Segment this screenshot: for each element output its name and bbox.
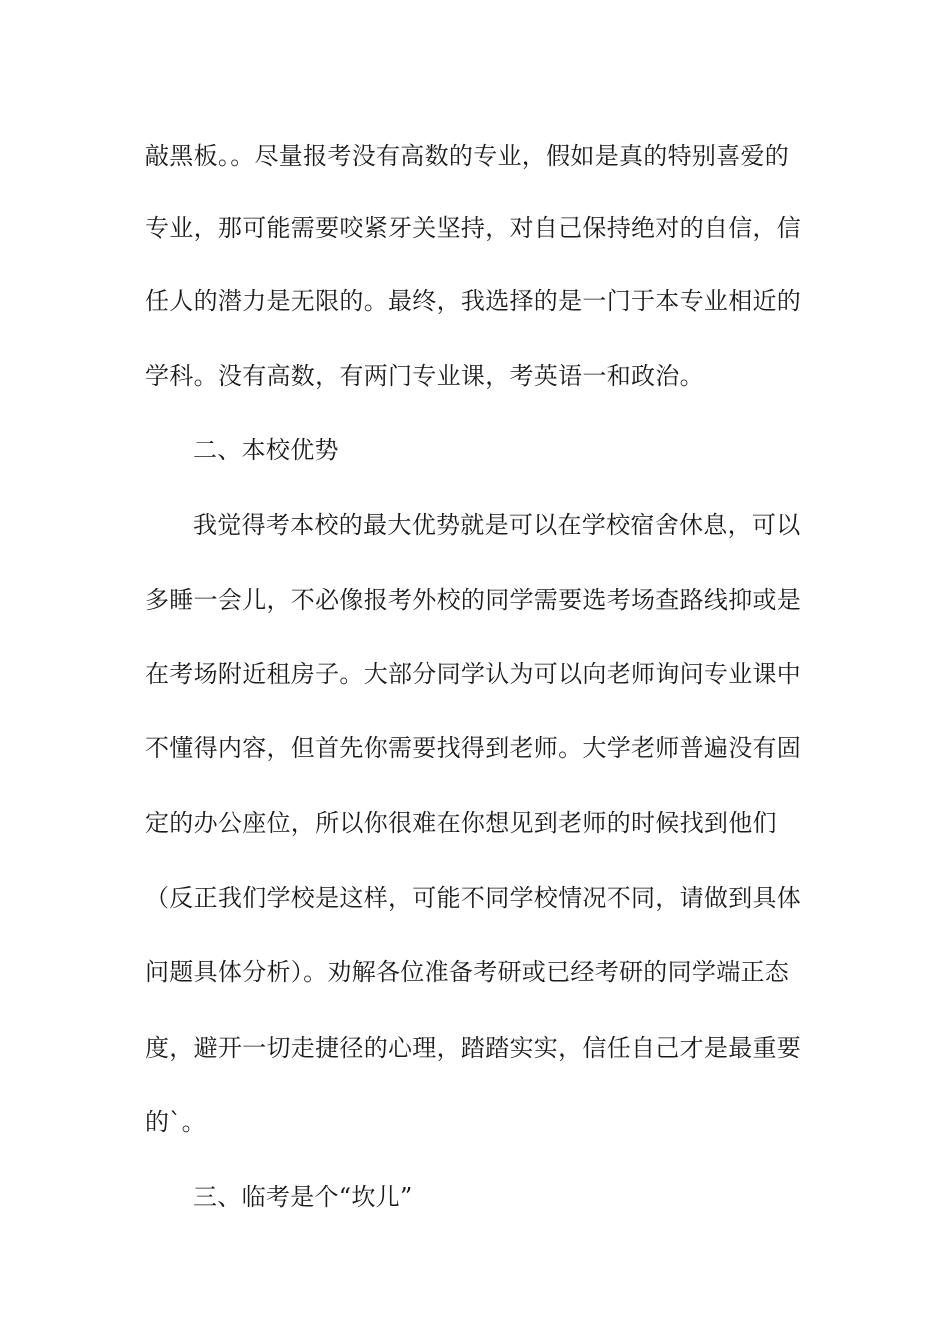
paragraph-line: 不懂得内容，但首先你需要找得到老师。大学老师普遍没有固 xyxy=(145,734,802,762)
paragraph-line: 定的办公座位，所以你很难在你想见到老师的时候找到他们 xyxy=(145,809,777,837)
paragraph-line: 的`。 xyxy=(145,1108,206,1136)
paragraph-line: 问题具体分析）。劝解各位准备考研或已经考研的同学端正态 xyxy=(145,958,790,986)
paragraph-line: 在考场附近租房子。大部分同学认为可以向老师询问专业课中 xyxy=(145,660,802,688)
paragraph-line: 敲黑板。。尽量报考没有高数的专业，假如是真的特别喜爱的 xyxy=(145,142,790,170)
paragraph-line: 专业，那可能需要咬紧牙关坚持，对自己保持绝对的自信，信 xyxy=(145,214,802,242)
paragraph-line: 任人的潜力是无限的。最终，我选择的是一门于本专业相近的 xyxy=(145,287,802,315)
paragraph-line: 多睡一会儿，不必像报考外校的同学需要选考场查路线抑或是 xyxy=(145,586,802,614)
section-heading-school-advantage: 二、本校优势 xyxy=(193,436,339,464)
paragraph-line: 学科。没有高数，有两门专业课，考英语一和政治。 xyxy=(145,362,704,390)
paragraph-line: 度，避开一切走捷径的心理，踏踏实实，信任自己才是最重要 xyxy=(145,1034,802,1062)
paragraph-line: （反正我们学校是这样，可能不同学校情况不同，请做到具体 xyxy=(145,884,802,912)
paragraph-line: 我觉得考本校的最大优势就是可以在学校宿舍休息，可以 xyxy=(193,511,801,539)
section-heading-exam-hurdle: 三、临考是个“坎儿” xyxy=(193,1183,413,1211)
